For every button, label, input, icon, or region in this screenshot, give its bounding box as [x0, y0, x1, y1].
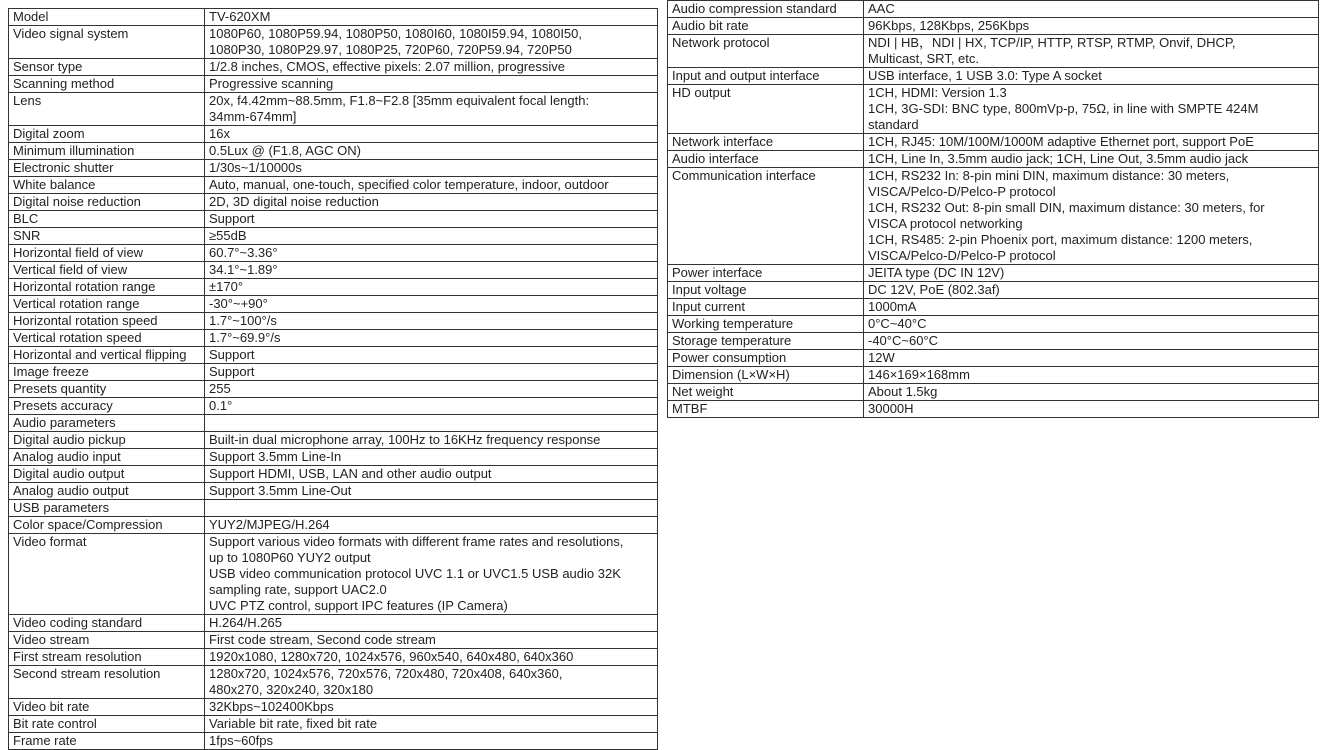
spec-label: Video signal system: [9, 26, 205, 59]
spec-value: 146×169×168mm: [864, 367, 1319, 384]
spec-row: [9, 415, 658, 432]
spec-row: [9, 228, 658, 245]
spec-label: HD output: [668, 85, 864, 134]
spec-value: 1fps~60fps: [205, 733, 658, 750]
spec-value: Support: [205, 347, 658, 364]
spec-row: [668, 134, 1319, 151]
spec-table-left: [8, 8, 658, 750]
spec-label: Video stream: [9, 632, 205, 649]
spec-row: [9, 347, 658, 364]
spec-row: [9, 733, 658, 750]
spec-value: ±170°: [205, 279, 658, 296]
spec-label: Horizontal rotation range: [9, 279, 205, 296]
spec-label: Lens: [9, 93, 205, 126]
spec-value: 34.1°~1.89°: [205, 262, 658, 279]
spec-label: MTBF: [668, 401, 864, 418]
spec-row: [9, 432, 658, 449]
spec-label: Minimum illumination: [9, 143, 205, 160]
spec-value: 0.5Lux @ (F1.8, AGC ON): [205, 143, 658, 160]
spec-row: [9, 194, 658, 211]
spec-row: [9, 59, 658, 76]
spec-label: Power interface: [668, 265, 864, 282]
spec-label: Working temperature: [668, 316, 864, 333]
spec-label: Vertical field of view: [9, 262, 205, 279]
spec-value: 1/2.8 inches, CMOS, effective pixels: 2.07 million, progressive: [205, 59, 658, 76]
spec-value: [205, 415, 658, 432]
spec-value: About 1.5kg: [864, 384, 1319, 401]
spec-value: USB interface, 1 USB 3.0: Type A socket: [864, 68, 1319, 85]
spec-row: [668, 18, 1319, 35]
spec-label: Horizontal field of view: [9, 245, 205, 262]
spec-row: [9, 126, 658, 143]
spec-row: [668, 168, 1319, 265]
spec-label: SNR: [9, 228, 205, 245]
spec-row: [9, 649, 658, 666]
spec-row: [9, 93, 658, 126]
spec-row: [668, 85, 1319, 134]
spec-row: [9, 666, 658, 699]
spec-label: Audio compression standard: [668, 1, 864, 18]
spec-label: Horizontal and vertical flipping: [9, 347, 205, 364]
spec-value: Support various video formats with different frame rates and resolutions, up to 1080P60 YUY2 output USB video communication protocol UVC 1.1 or UVC1.5 USB audio 32K sampling rate, support UAC2.0 UVC PTZ control, support IPC features (IP Camera): [205, 534, 658, 615]
spec-row: [668, 350, 1319, 367]
spec-label: Power consumption: [668, 350, 864, 367]
spec-value: 32Kbps~102400Kbps: [205, 699, 658, 716]
spec-value: 1.7°~69.9°/s: [205, 330, 658, 347]
spec-label: Video coding standard: [9, 615, 205, 632]
spec-value: 2D, 3D digital noise reduction: [205, 194, 658, 211]
spec-row: [9, 716, 658, 733]
spec-value: 30000H: [864, 401, 1319, 418]
spec-row: [668, 282, 1319, 299]
spec-label: Second stream resolution: [9, 666, 205, 699]
spec-value: -30°~+90°: [205, 296, 658, 313]
spec-row: [9, 313, 658, 330]
spec-value: Variable bit rate, fixed bit rate: [205, 716, 658, 733]
spec-value: DC 12V, PoE (802.3af): [864, 282, 1319, 299]
spec-value: 16x: [205, 126, 658, 143]
spec-row: [668, 367, 1319, 384]
spec-label: Input voltage: [668, 282, 864, 299]
spec-value: Auto, manual, one-touch, specified color temperature, indoor, outdoor: [205, 177, 658, 194]
spec-row: [9, 632, 658, 649]
spec-label: Audio interface: [668, 151, 864, 168]
spec-label: Color space/Compression: [9, 517, 205, 534]
spec-value: 1280x720, 1024x576, 720x576, 720x480, 720x408, 640x360, 480x270, 320x240, 320x180: [205, 666, 658, 699]
spec-row: [668, 151, 1319, 168]
spec-row: [9, 211, 658, 228]
spec-label: Bit rate control: [9, 716, 205, 733]
spec-value: First code stream, Second code stream: [205, 632, 658, 649]
spec-label: Communication interface: [668, 168, 864, 265]
spec-label: Network interface: [668, 134, 864, 151]
spec-label: BLC: [9, 211, 205, 228]
spec-label: Presets quantity: [9, 381, 205, 398]
spec-label: White balance: [9, 177, 205, 194]
spec-label: Input current: [668, 299, 864, 316]
spec-row: [9, 500, 658, 517]
spec-label: USB parameters: [9, 500, 205, 517]
spec-label: Analog audio input: [9, 449, 205, 466]
spec-value: 20x, f4.42mm~88.5mm, F1.8~F2.8 [35mm equivalent focal length: 34mm-674mm]: [205, 93, 658, 126]
spec-value: 1080P60, 1080P59.94, 1080P50, 1080I60, 1080I59.94, 1080I50, 1080P30, 1080P29.97, 1080P25, 720P60, 720P59.94, 720P50: [205, 26, 658, 59]
spec-label: Electronic shutter: [9, 160, 205, 177]
spec-row: [9, 615, 658, 632]
spec-value: AAC: [864, 1, 1319, 18]
spec-label: Scanning method: [9, 76, 205, 93]
spec-value: 255: [205, 381, 658, 398]
spec-value: Built-in dual microphone array, 100Hz to 16KHz frequency response: [205, 432, 658, 449]
spec-value: Support HDMI, USB, LAN and other audio output: [205, 466, 658, 483]
spec-row: [668, 333, 1319, 350]
spec-value: -40°C~60°C: [864, 333, 1319, 350]
spec-value: 1.7°~100°/s: [205, 313, 658, 330]
spec-row: [9, 364, 658, 381]
spec-label: Frame rate: [9, 733, 205, 750]
spec-row: [668, 1, 1319, 18]
spec-label: Analog audio output: [9, 483, 205, 500]
spec-label: Digital noise reduction: [9, 194, 205, 211]
spec-row: [9, 449, 658, 466]
spec-value: 1/30s~1/10000s: [205, 160, 658, 177]
spec-value: 1CH, HDMI: Version 1.3 1CH, 3G-SDI: BNC type, 800mVp-p, 75Ω, in line with SMPTE 424M standard: [864, 85, 1319, 134]
spec-label: Network protocol: [668, 35, 864, 68]
spec-value: TV-620XM: [205, 9, 658, 26]
spec-label: Input and output interface: [668, 68, 864, 85]
spec-value: 0°C~40°C: [864, 316, 1319, 333]
spec-label: Horizontal rotation speed: [9, 313, 205, 330]
spec-row: [9, 296, 658, 313]
spec-label: Video format: [9, 534, 205, 615]
spec-row: [668, 384, 1319, 401]
spec-row: [9, 483, 658, 500]
spec-value: Support: [205, 364, 658, 381]
spec-row: [668, 35, 1319, 68]
spec-row: [9, 177, 658, 194]
spec-row: [9, 143, 658, 160]
spec-value: 1CH, Line In, 3.5mm audio jack; 1CH, Line Out, 3.5mm audio jack: [864, 151, 1319, 168]
spec-label: Vertical rotation range: [9, 296, 205, 313]
spec-value: Support: [205, 211, 658, 228]
spec-label: Sensor type: [9, 59, 205, 76]
spec-row: [9, 517, 658, 534]
spec-label: Storage temperature: [668, 333, 864, 350]
spec-row: [9, 279, 658, 296]
spec-row: [9, 76, 658, 93]
spec-row: [668, 265, 1319, 282]
spec-table-right: [667, 0, 1319, 418]
spec-value: [205, 500, 658, 517]
spec-value: 1000mA: [864, 299, 1319, 316]
spec-label: Digital audio pickup: [9, 432, 205, 449]
spec-value: 60.7°~3.36°: [205, 245, 658, 262]
spec-label: Model: [9, 9, 205, 26]
spec-value: Progressive scanning: [205, 76, 658, 93]
spec-row: [9, 245, 658, 262]
spec-row: [668, 68, 1319, 85]
spec-row: [9, 262, 658, 279]
spec-row: [9, 330, 658, 347]
spec-value: 0.1°: [205, 398, 658, 415]
spec-label: First stream resolution: [9, 649, 205, 666]
spec-value: JEITA type (DC IN 12V): [864, 265, 1319, 282]
spec-value: Support 3.5mm Line-In: [205, 449, 658, 466]
spec-row: [9, 466, 658, 483]
spec-row: [668, 316, 1319, 333]
spec-row: [9, 381, 658, 398]
spec-row: [668, 299, 1319, 316]
spec-label: Digital audio output: [9, 466, 205, 483]
spec-value: H.264/H.265: [205, 615, 658, 632]
spec-row: [9, 398, 658, 415]
spec-value: Support 3.5mm Line-Out: [205, 483, 658, 500]
spec-value: 1920x1080, 1280x720, 1024x576, 960x540, 640x480, 640x360: [205, 649, 658, 666]
spec-row: [9, 534, 658, 615]
spec-row: [9, 160, 658, 177]
spec-label: Vertical rotation speed: [9, 330, 205, 347]
spec-value: 1CH, RJ45: 10M/100M/1000M adaptive Ethernet port, support PoE: [864, 134, 1319, 151]
spec-row: [9, 699, 658, 716]
spec-value: NDI | HB，NDI | HX, TCP/IP, HTTP, RTSP, RTMP, Onvif, DHCP, Multicast, SRT, etc.: [864, 35, 1319, 68]
spec-row: [668, 401, 1319, 418]
spec-label: Net weight: [668, 384, 864, 401]
spec-label: Image freeze: [9, 364, 205, 381]
spec-label: Video bit rate: [9, 699, 205, 716]
spec-value: 12W: [864, 350, 1319, 367]
spec-value: 1CH, RS232 In: 8-pin mini DIN, maximum distance: 30 meters, VISCA/Pelco-D/Pelco-P protocol 1CH, RS232 Out: 8-pin small DIN, maximum distance: 30 meters, for VISCA protocol networking 1CH, RS485: 2-pin Phoenix port, maximum distance: 1200 meters, VISCA/Pelco-D/Pelco-P protocol: [864, 168, 1319, 265]
spec-label: Dimension (L×W×H): [668, 367, 864, 384]
spec-row: [9, 9, 658, 26]
spec-label: Presets accuracy: [9, 398, 205, 415]
spec-label: Audio parameters: [9, 415, 205, 432]
spec-value: 96Kbps, 128Kbps, 256Kbps: [864, 18, 1319, 35]
spec-value: ≥55dB: [205, 228, 658, 245]
spec-row: [9, 26, 658, 59]
spec-label: Digital zoom: [9, 126, 205, 143]
spec-label: Audio bit rate: [668, 18, 864, 35]
spec-value: YUY2/MJPEG/H.264: [205, 517, 658, 534]
